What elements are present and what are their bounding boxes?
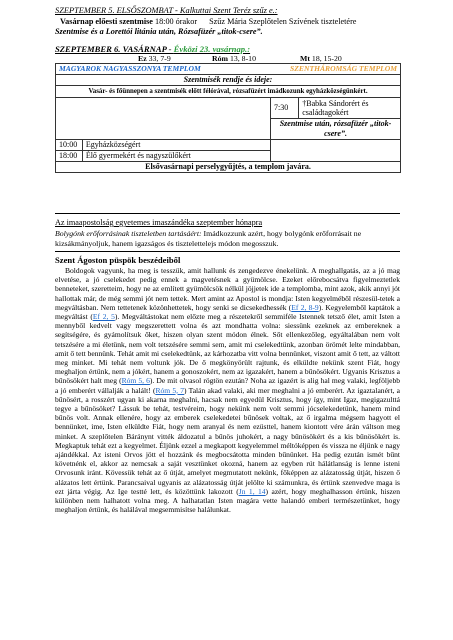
rosary-note: Vasár- és főünnepen a szentmisék előtt félórával, rózsafüzért imádkozunk egyházközségünkért.: [56, 86, 401, 98]
scripture-reference-link[interactable]: Róm 5, 7: [155, 385, 185, 395]
scripture-reference-link[interactable]: Ef 2, 8-9: [291, 302, 319, 312]
sunday-title-date: SZEPTEMBER 6. VASÁRNAP -: [55, 44, 174, 54]
empty-cell: [271, 151, 401, 162]
reading-2-book: Róm: [212, 54, 229, 63]
sermon-text: ) Talán akad valaki, aki mer meghalni a jó emberért. Az igaztalanért, a bűnösért, a rosszért ugyan ki akarna meghalni, hacsak nem egyedül Krisztus, hogy így, mint Igaz, megigazulttá tegye a bűnösöket? Lássuk be tehát, testvéreim, hogy nekünk nem volt semmi jócselekedetünk, hanem mind bűnös volt. Annak ellenére, hogy az emberek cselekedetei bűnösek voltak, az ő irgalma mégsem hagyott el bennünket, ime, Isten elküldte Fiát, hogy nem aranyal és nem ezüsttel, hanem kiontott vére árán váltson meg minket. A szeplőtelen Báránynt vitték áldozatul a bűnös juhokért, a nagy bűnösökért és a kis bűnösökért is. Megkaptuk tehát ezt a kegyelmet. Éljünk ezzel a megkapott kegyelemmel méltóképpen és vissza ne éljünk e nagy ajándékkal. Az isteni Orvos jött el hozzánk és megbocsátotta minden bűnünket. Ha pedig ezután ismét bűnt követnénk el, akkor az nemcsak a saját vesztünket okozná, hanem az egyben rút hálátlanság is lenne isteni Orvosunk iránt. Kövessük tehát az ő útját, amelyet megmutatott nekünk, főképpen az alázatosság útját, hiszen ő alázatos lett értünk. Parancsaival ugyanis az alázatosság útját jelölte ki számunkra, és értünk szenvedve maga is ezt járta végig. Az Ige testté lett, és közöttünk lakozott (: [55, 385, 400, 496]
empty-cell: [271, 140, 401, 151]
reading-1-ref: 33, 7-9: [148, 54, 171, 63]
vigil-mass-label-text: Vasárnap előesti szentmise: [60, 17, 153, 26]
prayer-intention-heading: Bolygónk erőforrásinak tiszteletben tartásáért:: [55, 229, 202, 238]
empty-cell: [56, 98, 271, 119]
vigil-mass-intention: Szűz Mária Szeplőtelen Szívének tiszteletére: [209, 17, 357, 26]
sunday-title-feast: Évközi 23. vasárnap.:: [173, 44, 251, 54]
vigil-mass-time: 18:00 órakor: [154, 17, 198, 26]
sermon-body: [55, 266, 400, 514]
church-left: MAGYAROK NAGYASSZONYA TEMPLOM: [56, 64, 271, 75]
mass-time-cell: 18:00: [56, 151, 83, 162]
mass-time-cell: 10:00: [56, 140, 83, 151]
vigil-mass-label: [60, 17, 197, 26]
mass-intention-cell: Élő gyermekért és nagyszülőkért: [82, 151, 270, 162]
vigil-mass-line: [55, 17, 356, 27]
sermon-paragraph: [55, 266, 400, 514]
mass-time-cell: 7:30: [271, 98, 299, 119]
prayer-text: [55, 229, 400, 249]
order-title: Szentmisék rendje és ideje:: [56, 75, 401, 86]
section-divider: [55, 213, 400, 214]
scripture-reference-link[interactable]: Jn 1, 14: [238, 486, 266, 496]
collection-note: Elsővasárnapi perselygyűjtés, a templom javára.: [56, 162, 401, 173]
prayer-title: Az imaapostolság egyetemes imaszándéka szeptember hónapra: [55, 218, 263, 227]
scripture-reference-link[interactable]: Ef 2, 5: [92, 312, 115, 322]
reading-3-book: Mt: [300, 54, 310, 63]
mass-intention-cell: Egyházközségért: [82, 140, 270, 151]
saturday-title: SZEPTEMBER 5. ELSŐSZOMBAT - Kalkuttai Szent Teréz szűz e.:: [55, 6, 278, 15]
mass-schedule-table: [55, 63, 401, 173]
sermon-text: ) azért, hogy meghalhasson értünk, hiszen különben nem halhatott volna meg. A halhatatlan Isten magára vette halandó emberi természetünket, hogy meghaljon értünk, és halálával megsemmisítse halálunkat.: [55, 486, 400, 515]
sermon-text: ). Kegyelemből kaptátok a megváltást (: [55, 302, 400, 322]
church-right: SZENTHÁROMSÁG TEMPLOM: [271, 64, 401, 75]
reading-1-book: Ez: [138, 54, 147, 63]
prayer-intention-text: Imádkozzunk azért, hogy bolygónk erőforrásait ne kizsákmányoljuk, hanem igazságos és tisztelettelejs módon megosszuk.: [55, 229, 362, 248]
sermon-text: ). De mit olvasol rögtön ezután? Noha az igazért is alig hal meg valaki, legföljebb a jó emberért vállalják a halált! (: [55, 376, 400, 395]
sermon-text: Boldogok vagyunk, ha meg is tesszük, amit hallunk és zengedezve énekelünk. A meghallgatás, az a jó mag elvetése, a jó cselekedet pedig ennek a magvetésnek a gyümölcse. Ezeket előrebocsátva figyelmeztetlek benneteket, szeretteim, hogy ne az említett gyümölcsök nélkül jöjjetek ide a templomba, mint azok, akik annyi jót hallottak már, de még semmi jót nem tettek. Mert amint az Apostol is mondja: Isten kegyelméből részesül-tetek a megváltásban. Nem tettetenek közönhettetek, hogy senki se dicsekedhessék (: [55, 266, 400, 312]
section-divider: [55, 251, 400, 252]
mass-intention-cell: †Babka Sándorért és családtagokért: [299, 98, 401, 119]
scripture-reference-link[interactable]: Róm 5, 6: [121, 376, 150, 386]
sunday-title: [55, 44, 250, 54]
sermon-title: Szent Ágoston püspök beszédeiből: [55, 255, 181, 265]
empty-cell: [56, 119, 271, 140]
reading-2-ref: 13, 8-10: [229, 54, 256, 63]
after-mass-note: Szentmise után, rózsafüzér „titok-csere”.: [271, 119, 401, 140]
sermon-text: ). Megváltástokat nem előzte meg a részetekről semmiféle Istennek tetsző élet, amit Isten a mennyből kedvelt vagy megszerettett volna és azt mondhatta volna: siessünk ezeknek az embereknek a segítségére, és gyámolítsuk őket, hiszen olyan szent módon élnek. Sőt ellenkezőleg, egyáltalában nem volt tetszésére a mi életünk, nem volt tetszésére semmi sem, amit mi cselekedtünk, azonban örömét lelte mindabban, amit ő tett bennünk. Tehát amit mi cselekedtünk, az kárhozatba vitt volna bennünket, viszont amit ő tett, az váltott meg minket. Mi tehát nem voltunk jók. De ő megkönyörült rajtunk, és elküldte nekünk szent Fiát, hogy meghaljon értünk, nem a jókért, hanem a gonoszokért, nem az igazakért, hanem a bűnösökért. Ugyanis Krisztus a bűnösökért halt meg (: [55, 312, 400, 386]
reading-3-ref: 18, 15-20: [311, 54, 342, 63]
saturday-rosary-note: Szentmise és a Lorettói litánia után, Rózsafüzér „titok-csere”.: [55, 27, 263, 36]
